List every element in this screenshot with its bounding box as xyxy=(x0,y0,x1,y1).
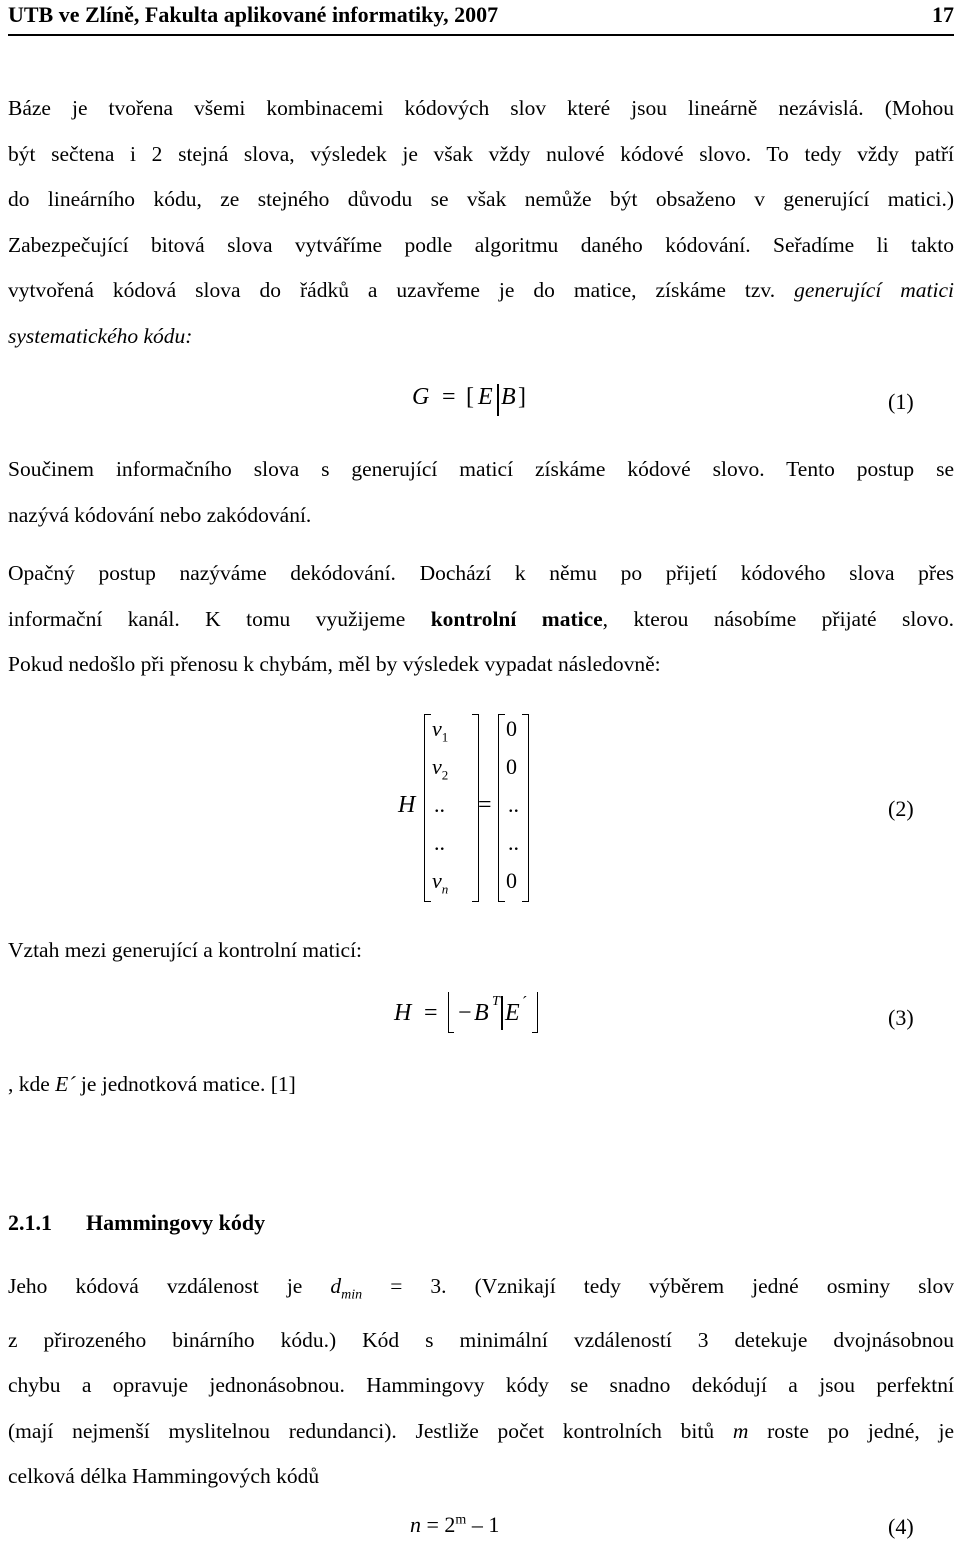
page-number: 17 xyxy=(932,2,954,27)
section-heading xyxy=(8,1210,265,1236)
eq3-lhs: H xyxy=(394,1000,412,1026)
eq3-right-bracket xyxy=(532,992,538,1033)
eq1-close-bracket: ] xyxy=(518,384,526,410)
text-line: informační kanál. K tomu využijeme kontrolní matice, kterou násobíme přijaté slovo. xyxy=(8,606,954,631)
eq2-zero-2: 0 xyxy=(506,754,517,779)
text-line: celková délka Hammingových kódů xyxy=(8,1464,320,1489)
header-title: UTB ve Zlíně, Fakulta aplikované informatiky, 2007 xyxy=(8,2,499,27)
paragraph-hamming xyxy=(8,1264,954,1500)
eq4-exponent: m xyxy=(455,1512,467,1528)
section-title: Hammingovy kódy xyxy=(86,1210,266,1235)
text-line: systematického kódu: xyxy=(8,323,193,348)
eq3-b: B xyxy=(474,1000,489,1026)
paragraph-encoding xyxy=(8,447,954,538)
eq3-e: E xyxy=(505,1000,520,1026)
eq3-minus: − xyxy=(458,1000,472,1026)
equation-3 xyxy=(394,990,554,1038)
eq4-base: = 2 xyxy=(421,1512,456,1537)
text-line: Opačný postup nazýváme dekódování. Dochází k němu po přijetí kódového slova přes xyxy=(8,561,954,585)
text-line: Pokud nedošlo při přenosu k chybám, měl by výsledek vypadat následovně: xyxy=(8,652,661,676)
paragraph-identity xyxy=(8,1062,954,1108)
equation-4 xyxy=(410,1512,499,1538)
eq1-b: B xyxy=(501,384,516,410)
eq2-left-bracket-1 xyxy=(424,714,431,902)
eq3-left-bracket xyxy=(448,992,454,1033)
eq4-rest: – 1 xyxy=(466,1512,500,1537)
symbol-e-prime: E´ xyxy=(55,1072,76,1096)
eq2-zero-dots-1: .. xyxy=(508,792,519,817)
text-line: , kde E´ je jednotková matice. [1] xyxy=(8,1072,296,1096)
paragraph-relation xyxy=(8,928,954,974)
equation-number-3: (3) xyxy=(888,1005,914,1030)
equation-number-4: (4) xyxy=(888,1514,914,1539)
text-line: Zabezpečující bitová slova vytváříme podle algoritmu daného kódování. Seřadíme li takto xyxy=(8,232,954,257)
text-line: být sečtena i 2 stejná slova, výsledek je však vždy nulové kódové slovo. To tedy vždy patří xyxy=(8,141,954,166)
eq2-lhs: H xyxy=(398,792,416,818)
paragraph-basis xyxy=(8,86,954,359)
eq1-separator xyxy=(497,384,499,416)
eq2-zero-1: 0 xyxy=(506,716,517,741)
eq2-zero-dots-2: .. xyxy=(508,830,519,855)
text-line: nazývá kódování nebo zakódování. xyxy=(8,502,312,527)
term-generating-matrix: generující matici xyxy=(794,278,955,302)
eq1-equals: = xyxy=(442,384,456,410)
eq2-v1: $v_1$ xyxy=(432,716,449,745)
text-line: Báze je tvořena všemi kombinacemi kódových slov které jsou lineárně nezávislá. (Mohou xyxy=(8,96,954,120)
eq4-n: n xyxy=(410,1512,421,1537)
eq2-vn: $v_n$ xyxy=(432,868,449,897)
equation-2 xyxy=(390,706,550,906)
eq1-lhs: G xyxy=(412,384,430,410)
text-line: (mají nejmenší myslitelnou redundanci). Jestliže počet kontrolních bitů m roste po jedné, je xyxy=(8,1418,954,1443)
eq2-v2: $v_2$ xyxy=(432,754,449,783)
eq3-equals: = xyxy=(424,1000,438,1026)
section-number: 2.1.1 xyxy=(8,1210,52,1235)
text-line: vytvořená kódová slova do řádků a uzavřeme je do matice, získáme tzv. generující matici xyxy=(8,278,955,302)
eq3-prime: ´ xyxy=(522,994,528,1011)
eq2-equals: = xyxy=(478,792,492,818)
text-line: Vztah mezi generující a kontrolní maticí: xyxy=(8,938,363,962)
text-line: z přirozeného binárního kódu.) Kód s minimální vzdáleností 3 detekuje dvojnásobnou xyxy=(8,1327,954,1352)
eq2-vdots-2: .. xyxy=(434,830,445,855)
paragraph-decoding xyxy=(8,551,954,688)
eq1-open-bracket: [ xyxy=(466,384,474,410)
text-line: chybu a opravuje jednonásobnou. Hammingovy kódy se snadno dekódují a jsou perfektní xyxy=(8,1373,954,1398)
eq1-e: E xyxy=(478,384,493,410)
eq3-transpose: T xyxy=(492,994,500,1009)
equation-number-1: (1) xyxy=(888,389,914,414)
term-check-matrix: kontrolní matice xyxy=(430,606,603,631)
eq2-right-bracket-2 xyxy=(522,714,529,902)
eq2-vdots-1: .. xyxy=(434,792,445,817)
eq2-left-bracket-2 xyxy=(498,714,505,902)
eq2-zero-n: 0 xyxy=(506,868,517,893)
text-line: Součinem informačního slova s generující maticí získáme kódové slovo. Tento postup se xyxy=(8,457,954,481)
eq3-separator xyxy=(501,996,503,1030)
text-line: do lineárního kódu, ze stejného důvodu se však nemůže být obsaženo v generující matici.) xyxy=(8,187,954,211)
page-header xyxy=(8,0,954,36)
text-line: Jeho kódová vzdálenost je $d_{min} = 3$. (Vznikají tedy výběrem jedné osminy slov xyxy=(8,1274,954,1303)
equation-1 xyxy=(412,384,572,420)
equation-number-2: (2) xyxy=(888,796,914,821)
